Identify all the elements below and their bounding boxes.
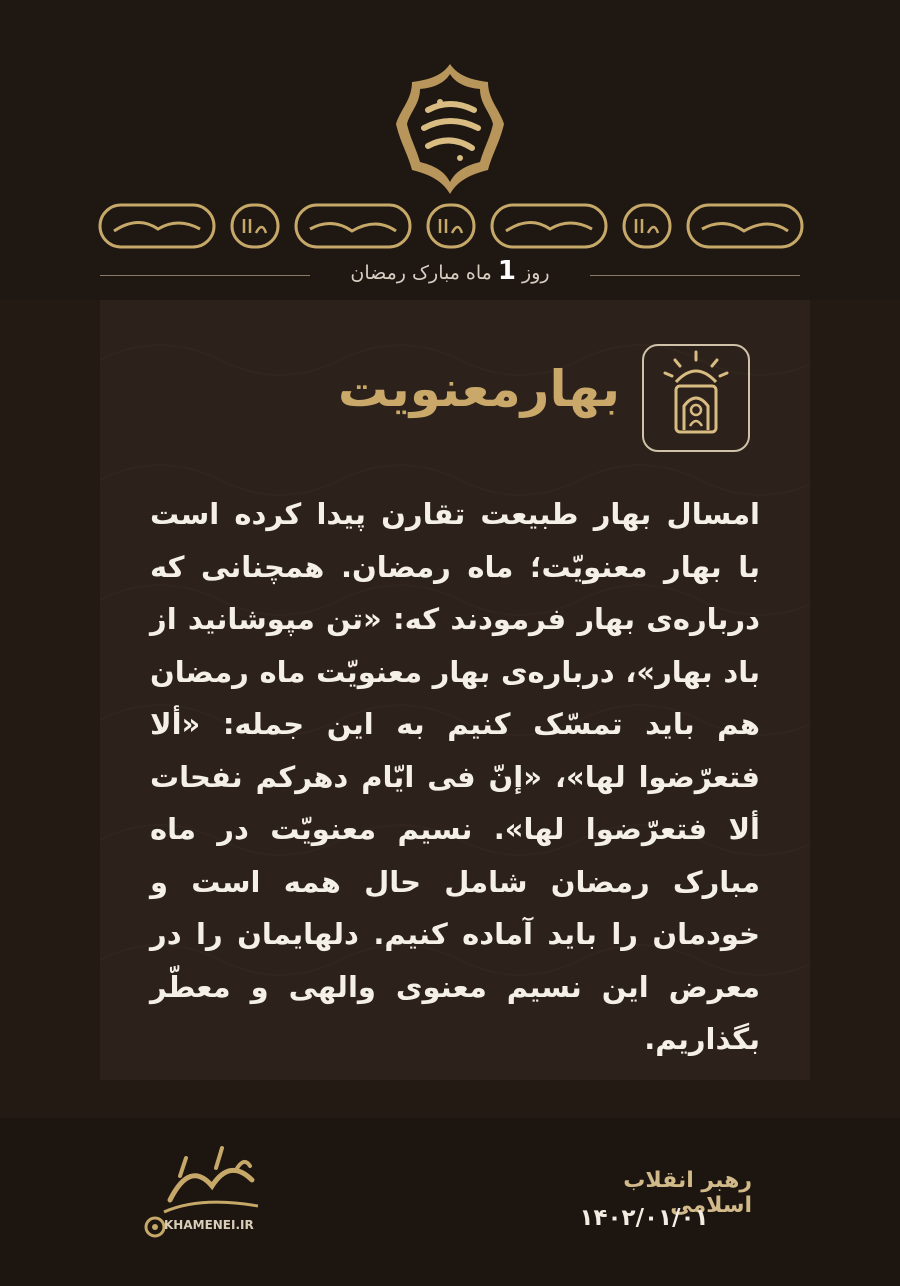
calligraphy-badge-4-icon [686,203,804,249]
allah-badge-2-icon [426,203,476,249]
site-seal-icon [144,1216,166,1238]
calligraphy-badge-1-icon [98,203,216,249]
leader-title: رهبر انقلاب اسلامی [623,1168,752,1218]
day-prefix: روز [522,262,550,284]
mosque-sun-icon-frame [642,344,750,452]
bahar-manaviyat-logo-icon [392,62,508,196]
ramadan-day-label [0,256,900,286]
allah-badge-1-icon [230,203,280,249]
khamenei-ir-logo-icon [140,1140,270,1265]
date-label: ۱۴۰۲/۰۱/۰۱ [579,1205,709,1231]
calligraphy-badge-2-icon [294,203,412,249]
calligraphy-badge-3-icon [490,203,608,249]
day-number: 1 [497,256,516,286]
page-title: بهارمعنویت [338,360,620,418]
quote-body: امسال بهار طبیعت تقارن پیدا کرده است با بهار معنویّت؛ ماه رمضان. همچنانی که درباره‌ی بهار فرمودند که: «تن مپوشانید از باد بهار»، درباره‌ی بهار معنویّت ماه رمضان هم باید تمسّک کنیم به این جمله: «ألا فتعرّضوا لها»، «إنّ فی ایّام دهرکم نفحات ألا فتعرّضوا لها». نسیم معنویّت در ماه مبارک رمضان شامل حال همه است و خودمان را باید آماده کنیم. دلهایمان را در معرض این نسیم معنوی والهی و معطّر بگذاریم. [150,497,760,1056]
allah-badge-3-icon [622,203,672,249]
mosque-sun-icon [644,346,748,450]
site-label: KHAMENEI.IR [164,1218,254,1232]
calligraphy-badges-row [98,203,808,251]
footer [0,1118,900,1286]
day-suffix: ماه مبارک رمضان [350,262,492,284]
